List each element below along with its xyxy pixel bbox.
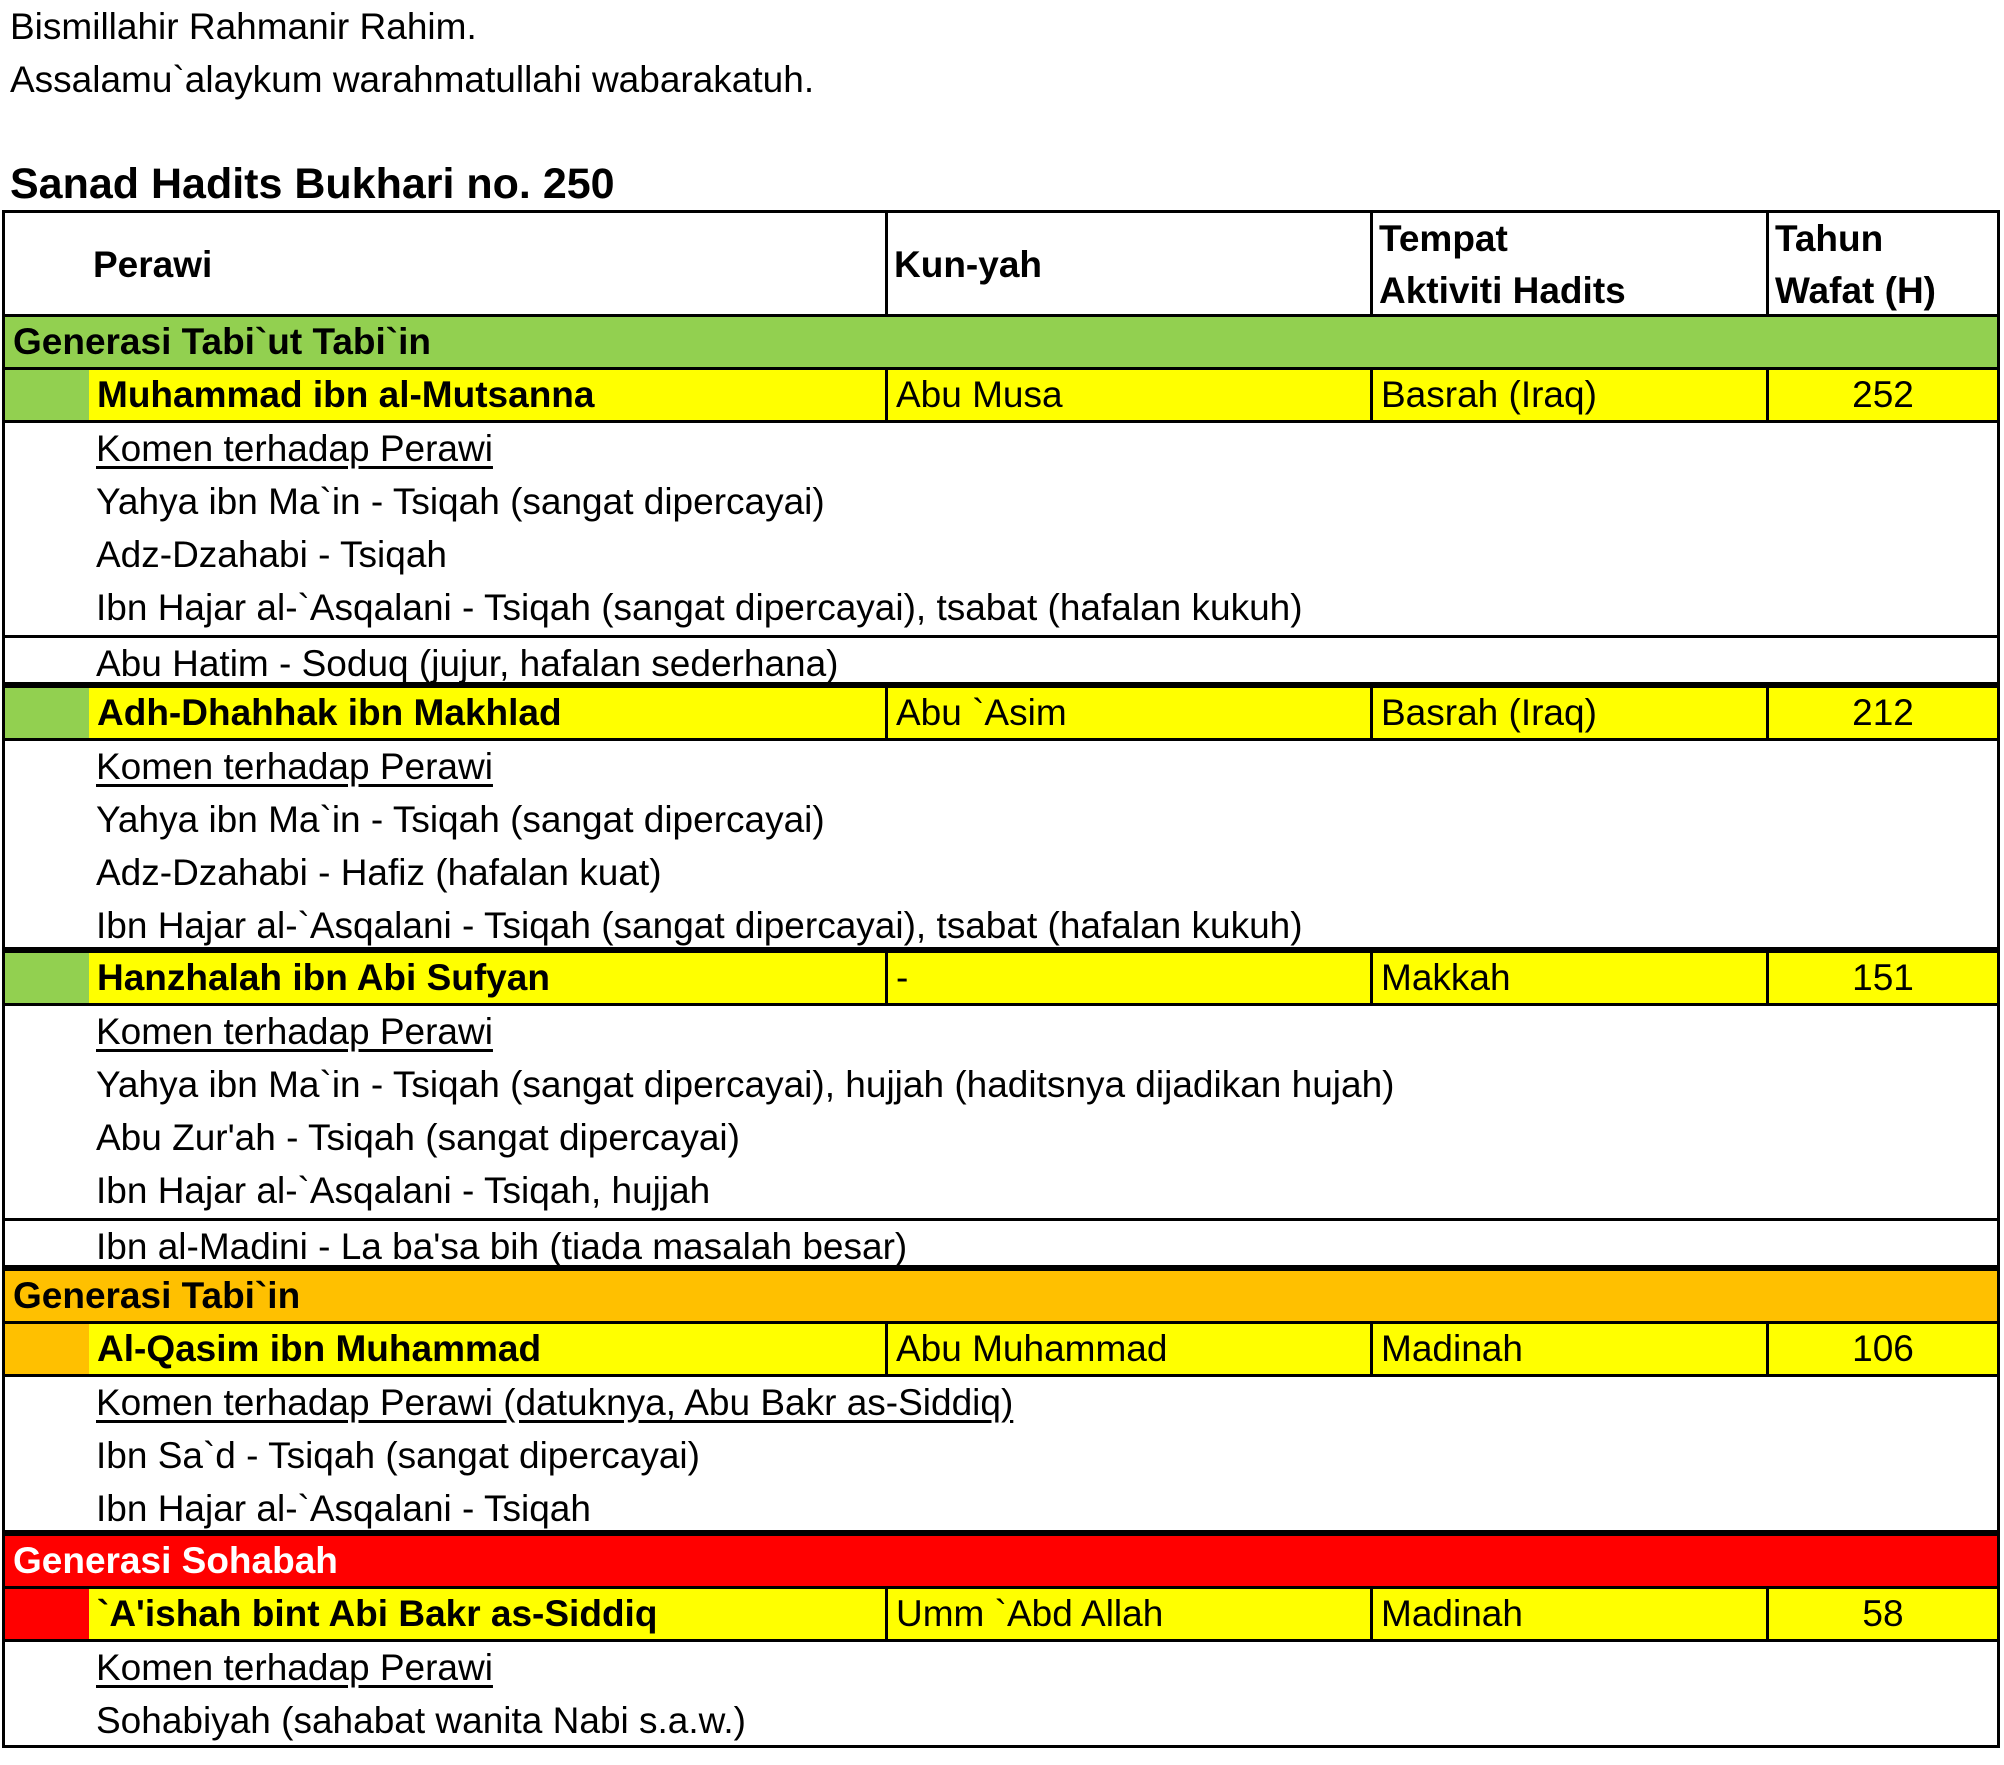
generation-marker — [5, 370, 89, 420]
comment-line: Abu Zur'ah - Tsiqah (sangat dipercayai) — [96, 1117, 740, 1158]
comment-line: Yahya ibn Ma`in - Tsiqah (sangat dipercayai), hujjah (haditsnya dijadikan hujah) — [96, 1064, 1395, 1105]
comment-line: Adz-Dzahabi - Tsiqah — [96, 534, 447, 575]
intro-line-1: Bismillahir Rahmanir Rahim. — [10, 6, 477, 47]
header-perawi: Perawi — [93, 244, 213, 285]
generation-marker — [5, 688, 89, 738]
generation-row — [2, 317, 2000, 370]
narrator-name: Muhammad ibn al-Mutsanna — [97, 374, 595, 415]
comment-line: Ibn Hajar al-`Asqalani - Tsiqah, hujjah — [96, 1170, 711, 1211]
comment-row — [2, 1430, 2000, 1483]
comment-line: Ibn Sa`d - Tsiqah (sangat dipercayai) — [96, 1435, 700, 1476]
generation-label: Generasi Sohabah — [13, 1540, 338, 1581]
comment-title: Komen terhadap Perawi — [96, 746, 493, 787]
comment-row — [2, 1218, 2000, 1271]
comment-title: Komen terhadap Perawi — [96, 1647, 493, 1688]
narrator-kunyah: Abu Musa — [885, 370, 1370, 420]
generation-row — [2, 1271, 2000, 1324]
header-tahun-cell — [1766, 213, 1997, 314]
header-tahun-line-1: Tahun — [1775, 218, 1884, 259]
comment-line: Sohabiyah (sahabat wanita Nabi s.a.w.) — [96, 1700, 746, 1741]
header-kunyah: Kun-yah — [894, 244, 1042, 285]
header-tahun-line-2: Wafat (H) — [1775, 270, 1936, 311]
generation-marker — [5, 1324, 89, 1374]
comment-row — [2, 529, 2000, 582]
sanad-table — [2, 210, 2000, 1748]
comment-row — [2, 847, 2000, 900]
narrator-year: 151 — [1766, 953, 1997, 1003]
comment-line: Yahya ibn Ma`in - Tsiqah (sangat dipercayai) — [96, 481, 825, 522]
comment-row — [2, 476, 2000, 529]
generation-label: Generasi Tabi`in — [13, 1275, 301, 1316]
comment-line: Ibn Hajar al-`Asqalani - Tsiqah (sangat dipercayai), tsabat (hafalan kukuh) — [96, 587, 1303, 628]
comment-row — [2, 635, 2000, 688]
comment-row — [2, 582, 2000, 635]
narrator-name: Al-Qasim ibn Muhammad — [97, 1328, 542, 1369]
narrator-kunyah: Abu `Asim — [885, 688, 1370, 738]
comment-row — [2, 1377, 2000, 1430]
comment-line: Ibn Hajar al-`Asqalani - Tsiqah (sangat dipercayai), tsabat (hafalan kukuh) — [96, 905, 1303, 946]
header-kunyah-cell — [885, 213, 1370, 314]
header-perawi-cell — [5, 213, 885, 314]
intro-line-2: Assalamu`alaykum warahmatullahi wabarakatuh. — [10, 59, 815, 100]
generation-marker — [5, 953, 89, 1003]
page-title: Sanad Hadits Bukhari no. 250 — [10, 160, 615, 208]
generation-row — [2, 1536, 2000, 1589]
comment-row — [2, 1165, 2000, 1218]
comment-title: Komen terhadap Perawi (datuknya, Abu Bakr as-Siddiq) — [96, 1382, 1014, 1423]
comment-row — [2, 900, 2000, 953]
narrator-year: 212 — [1766, 688, 1997, 738]
comment-line: Ibn Hajar al-`Asqalani - Tsiqah — [96, 1488, 591, 1529]
header-tempat-line-1: Tempat — [1379, 218, 1508, 259]
comment-row — [2, 1483, 2000, 1536]
narrator-kunyah: Abu Muhammad — [885, 1324, 1370, 1374]
narrator-name: Adh-Dhahhak ibn Makhlad — [97, 692, 562, 733]
comment-line-extra: Ibn al-Madini - La ba'sa bih (tiada masalah besar) — [96, 1226, 908, 1267]
generation-label: Generasi Tabi`ut Tabi`in — [13, 321, 432, 362]
comment-line-extra: Abu Hatim - Soduq (jujur, hafalan sederhana) — [96, 643, 839, 684]
narrator-kunyah: - — [885, 953, 1370, 1003]
comment-row — [2, 1112, 2000, 1165]
narrator-year: 106 — [1766, 1324, 1997, 1374]
comment-row — [2, 1059, 2000, 1112]
comment-row — [2, 1642, 2000, 1695]
narrator-kunyah: Umm `Abd Allah — [885, 1589, 1370, 1639]
narrator-place: Makkah — [1370, 953, 1766, 1003]
narrator-place: Madinah — [1370, 1324, 1766, 1374]
narrator-row — [2, 1589, 2000, 1642]
comment-row — [2, 1006, 2000, 1059]
comment-row — [2, 741, 2000, 794]
header-tempat-cell — [1370, 213, 1766, 314]
narrator-row — [2, 1324, 2000, 1377]
narrator-place: Basrah (Iraq) — [1370, 688, 1766, 738]
header-tempat-line-2: Aktiviti Hadits — [1379, 270, 1626, 311]
narrator-place: Basrah (Iraq) — [1370, 370, 1766, 420]
generation-marker — [5, 1589, 89, 1639]
comment-line: Adz-Dzahabi - Hafiz (hafalan kuat) — [96, 852, 662, 893]
comment-row — [2, 423, 2000, 476]
narrator-year: 58 — [1766, 1589, 1997, 1639]
comment-row — [2, 794, 2000, 847]
comment-title: Komen terhadap Perawi — [96, 1011, 493, 1052]
table-header-row — [2, 210, 2000, 317]
narrator-row — [2, 370, 2000, 423]
comment-title: Komen terhadap Perawi — [96, 428, 493, 469]
narrator-place: Madinah — [1370, 1589, 1766, 1639]
comment-row — [2, 1695, 2000, 1748]
narrator-row — [2, 953, 2000, 1006]
comment-line: Yahya ibn Ma`in - Tsiqah (sangat dipercayai) — [96, 799, 825, 840]
narrator-name: `A'ishah bint Abi Bakr as-Siddiq — [97, 1593, 658, 1634]
narrator-year: 252 — [1766, 370, 1997, 420]
narrator-row — [2, 688, 2000, 741]
narrator-name: Hanzhalah ibn Abi Sufyan — [97, 957, 550, 998]
